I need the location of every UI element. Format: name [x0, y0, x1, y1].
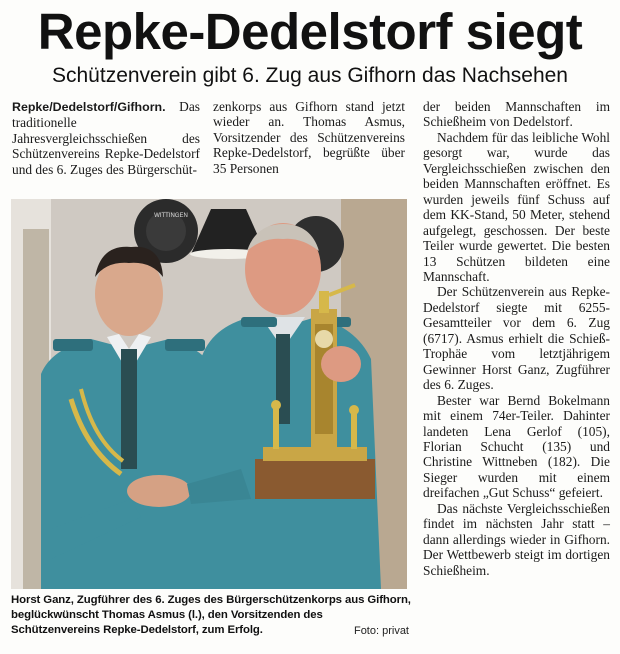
article-column-2: [213, 99, 405, 176]
article-column-3: [423, 99, 610, 578]
dateline: Repke/Dedelstorf/Gifhorn.: [12, 100, 166, 114]
column-1-text: Das traditionelle Jahresvergleichsschießen des Schützenvereins Repke-Dedelstorf und des 6. Zuges des Bürgerschüt-: [12, 99, 200, 177]
photo-illustration: [11, 199, 407, 589]
paragraph: Das nächste Vergleichsschießen findet im nächsten Jahr statt – dann allerdings wieder in Gifhorn. Der Wettbewerb steigt im dortigen Schießheim.: [423, 500, 610, 578]
column-2-text: zenkorps aus Gifhorn stand jetzt wieder an. Thomas Asmus, Vorsitzender des Schützenvereins Repke-Dedelstorf, begrüßte über 35 Personen: [213, 99, 405, 176]
subheadline: Schützenverein gibt 6. Zug aus Gifhorn das Nachsehen: [52, 64, 568, 87]
wall-sign-text: WITTINGEN: [154, 213, 188, 219]
article-column-1: [12, 99, 200, 177]
photo-caption: Horst Ganz, Zugführer des 6. Zuges des Bürgerschützenkorps aus Gifhorn, beglückwünscht Thomas Asmus (l.), den Vorsitzenden des Schützenvereins Repke-Dedelstorf, zum Erfolg.: [11, 594, 411, 637]
paragraph: Der Schützenverein aus Repke-Dedelstorf siegte mit 6255-Gesamtteiler vor dem 6. Zug (6717). Asmus erhielt die Schieß-Trophäe vom letztjährigem Gewinner Horst Ganz, Zugführer des 6. Zuges.: [423, 284, 610, 393]
paragraph: der beiden Mannschaften im Schießheim von Dedelstorf.: [423, 99, 610, 130]
photo-credit: Foto: privat: [343, 624, 409, 638]
article-photo: [11, 199, 407, 589]
paragraph: Bester war Bernd Bokelmann mit einem 74er-Teiler. Dahinter landeten Lena Gerlof (105), Florian Schucht (135) und Christine Wittneben (182). Die Sieger wurden mit einem dreifachen „Gut Schuss“ gefeiert.: [423, 392, 610, 501]
headline: Repke-Dedelstorf siegt: [37, 3, 583, 60]
paragraph: Nachdem für das leibliche Wohl gesorgt war, wurde das Vergleichsschießen zwischen den beiden Mannschaften eröffnet. Es wurden jeweils fünf Schuss auf dem KK-Stand, 50 Meter, stehend aufgelegt, geschossen. Der beste Teiler wurde gewertet. Die besten 13 Schützen bildeten eine Mannschaft.: [423, 129, 610, 284]
